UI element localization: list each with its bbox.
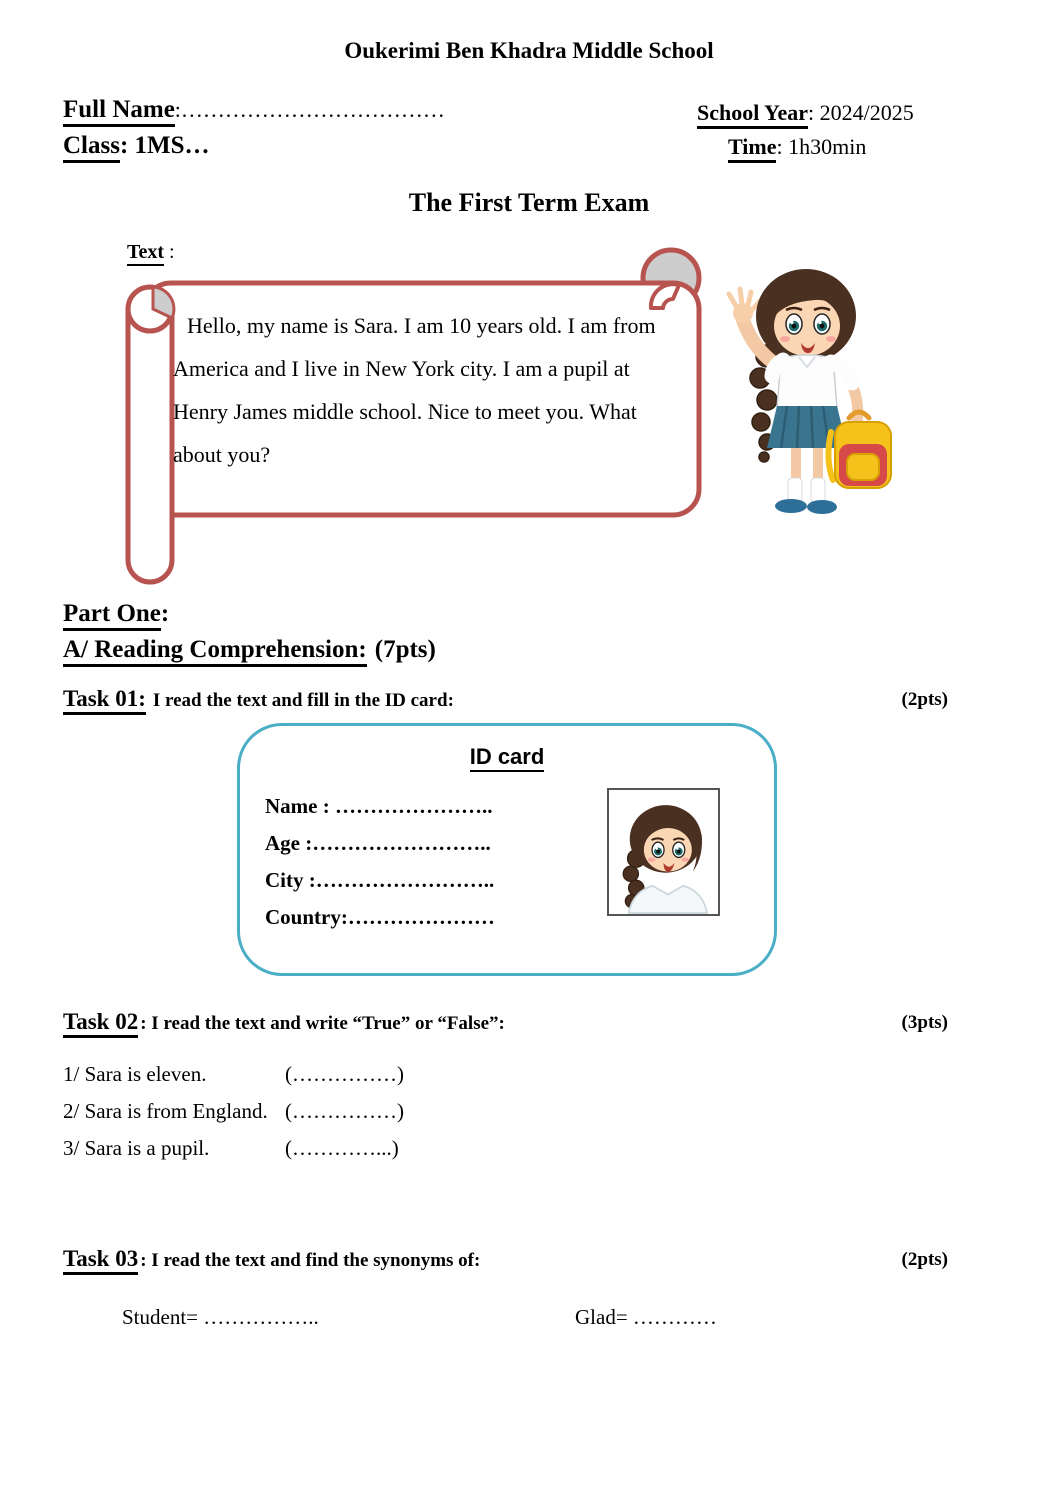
task-01-points: (2pts): [901, 689, 948, 710]
school-year-value: : 2024/2025: [808, 100, 914, 125]
task-03-points: (2pts): [901, 1249, 948, 1270]
girl-student-icon: [703, 256, 903, 516]
task-03-label: Task 03: [63, 1246, 138, 1275]
school-year-label: School Year: [697, 100, 808, 129]
synonym-student: [122, 1305, 319, 1330]
section-a-points: (7pts): [374, 636, 436, 663]
tf-item-3-text: 3/ Sara is a pupil.: [63, 1136, 210, 1160]
task-02-heading: [63, 1009, 948, 1043]
id-field-name-label: Name: [265, 794, 318, 818]
reading-text: Hello, my name is Sara. I am 10 years old. I am from America and I live in New York city. I am a pupil at Henry James middle school. Nice to meet you. What about you?: [173, 313, 656, 467]
class-line: [63, 132, 210, 160]
tf-item-1-text: 1/ Sara is eleven.: [63, 1062, 207, 1086]
task-01-heading: [63, 686, 948, 720]
id-field-age: [265, 825, 495, 862]
section-a-row: [63, 633, 436, 667]
synonym-glad-word: Glad=: [575, 1305, 628, 1329]
id-field-country: [265, 899, 495, 936]
id-field-name-blank: : …………………..: [317, 794, 493, 818]
id-card-title: [240, 744, 774, 770]
task-02-points: (3pts): [901, 1012, 948, 1033]
section-a-title: A/ Reading Comprehension:: [63, 636, 367, 667]
id-card-fields: [265, 788, 495, 936]
full-name-label: Full Name: [63, 96, 175, 127]
task-03-heading: [63, 1246, 948, 1280]
time-value: : 1h30min: [776, 134, 867, 159]
time-label: Time: [728, 134, 776, 163]
tf-item-2-blank: (……………): [285, 1099, 404, 1123]
id-field-country-blank: :…………………: [340, 905, 495, 929]
id-field-name: [265, 788, 495, 825]
id-card-title-text: ID card: [470, 744, 545, 772]
tf-item-1: [63, 1060, 404, 1088]
text-label-colon: :: [164, 241, 175, 263]
tf-item-1-blank: (……………): [285, 1062, 404, 1086]
tf-item-3-blank: (…………...): [285, 1136, 399, 1160]
task-02-instruction: : I read the text and write “True” or “False”:: [140, 1013, 505, 1034]
id-photo-icon: [609, 790, 718, 914]
true-false-items: [63, 1060, 404, 1171]
class-value: : 1MS…: [119, 132, 210, 159]
task-01-label: Task 01:: [63, 686, 146, 715]
school-year-line: [697, 100, 914, 126]
id-field-country-label: Country: [265, 905, 341, 929]
part-one-title: Part One: [63, 600, 161, 631]
text-label-word: Text: [127, 241, 164, 266]
girl-student-illustration: [703, 256, 903, 516]
tf-item-2: [63, 1097, 404, 1125]
full-name-line: [63, 96, 445, 124]
synonym-glad-blank: …………: [627, 1305, 717, 1329]
time-line: [728, 134, 866, 160]
exam-title: The First Term Exam: [408, 188, 650, 217]
text-scroll: [115, 228, 715, 600]
part-one-colon: :: [160, 600, 170, 627]
task-03-instruction: : I read the text and find the synonyms of:: [140, 1250, 481, 1271]
id-field-city-label: City: [265, 868, 304, 892]
part-one-title-row: [63, 597, 436, 631]
synonym-glad: [575, 1305, 717, 1330]
task-01-instruction-colon: :: [447, 690, 454, 711]
task-02-label: Task 02: [63, 1009, 138, 1038]
id-field-city-blank: :……………………..: [303, 868, 495, 892]
id-card: [237, 723, 777, 976]
class-label: Class: [63, 132, 120, 163]
id-field-age-label: Age: [265, 831, 300, 855]
synonym-student-word: Student=: [122, 1305, 199, 1329]
task-01-instruction: I read the text and fill in the ID card: [152, 690, 448, 711]
tf-item-3: [63, 1134, 404, 1162]
synonym-student-blank: ……………..: [198, 1305, 319, 1329]
part-one-heading: [63, 597, 436, 669]
tf-item-2-text: 2/ Sara is from England.: [63, 1099, 268, 1123]
id-field-city: [265, 862, 495, 899]
id-field-age-blank: :……………………..: [300, 831, 491, 855]
full-name-blank: :………………………………: [174, 97, 445, 122]
school-name: Oukerimi Ben Khadra Middle School: [344, 38, 714, 63]
id-photo-frame: [607, 788, 720, 916]
